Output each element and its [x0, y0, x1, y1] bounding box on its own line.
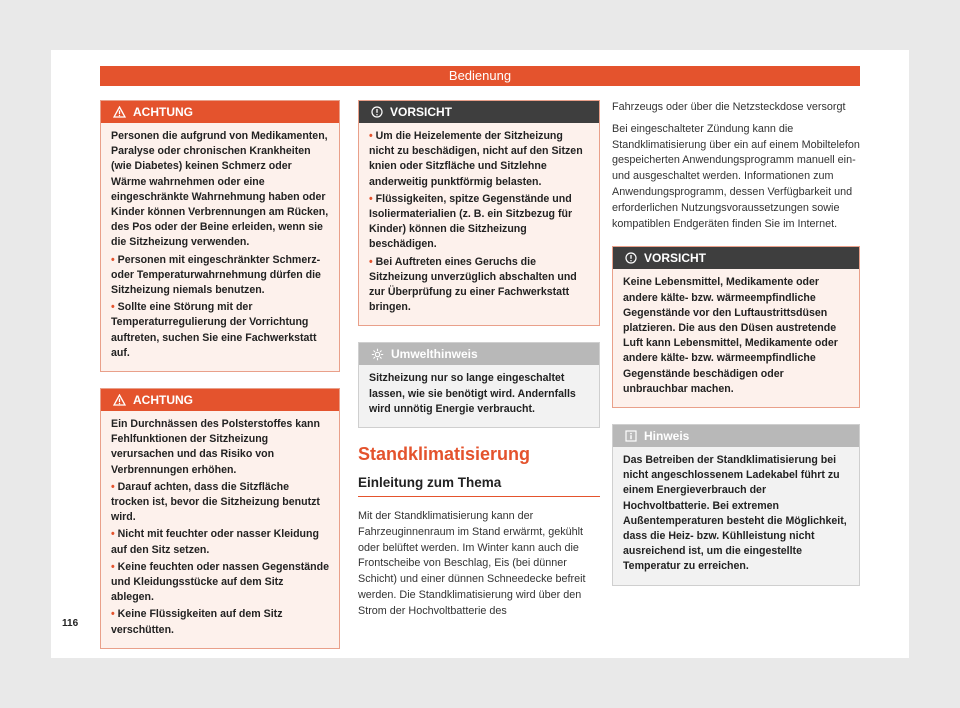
- body-paragraph: Fahrzeugs oder über die Netzsteckdose versorgt: [612, 101, 846, 113]
- caution-box-1-header: [359, 101, 599, 123]
- warning-box-2-bullet: • Keine feuchten oder nassen Gegenstände und Kleidungsstücke auf dem Sitz ablegen.: [111, 560, 329, 606]
- warning-box-2-bullet: • Darauf achten, dass die Sitzfläche trocken ist, bevor die Sitzheizung benutzt wird.: [111, 480, 329, 526]
- environment-icon: [371, 348, 384, 361]
- caution-box-2-title: VORSICHT: [644, 251, 707, 266]
- caution-box-2-header: [613, 247, 859, 269]
- environment-note-header: [359, 343, 599, 365]
- warning-box-2: [100, 388, 340, 649]
- caution-box-1-bullet: • Bei Auftreten eines Geruchs die Sitzheizung unverzüglich abschalten und zur Überprüfung zu einer Fachwerkstatt bringen.: [369, 255, 589, 316]
- caution-box-2: [612, 246, 860, 408]
- environment-note-text: Sitzheizung nur so lange eingeschaltet lassen, wie sie benötigt wird. Andernfalls wird unnötig Energie verbraucht.: [369, 372, 576, 415]
- info-note-text: Das Betreiben der Standklimatisierung bei nicht angeschlossenem Ladekabel führt zu einem Energieverbrauch der Hochvoltbatterie. Bei extremen Außentemperaturen besteht die Möglichkeit, dass die Heiz- bzw. Kühlleistung nicht ausreichend ist, um die eingestellte Temperatur zu erreichen.: [623, 454, 847, 573]
- warning-box-1-title: ACHTUNG: [133, 105, 193, 119]
- caution-box-1-bullet: • Flüssigkeiten, spitze Gegenstände und Isoliermaterialien (z. B. ein Sitzbezug für Kinder) können die Sitzheizung beschädigen.: [369, 192, 589, 253]
- caution-icon: [625, 252, 637, 264]
- section-header: Bedienung: [100, 66, 860, 86]
- warning-box-2-bullet: • Nicht mit feuchter oder nasser Kleidung auf den Sitz setzen.: [111, 527, 329, 557]
- warning-box-1-bullet: • Personen mit eingeschränkter Schmerz- oder Temperaturwahrnehmung dürfen die Sitzheizung niemals benutzen.: [111, 253, 329, 299]
- caution-box-2-text: Keine Lebensmittel, Medikamente oder andere kälte- bzw. wärmeempfindliche Gegenstände vor den Luftaustrittsdüsen platzieren. Die aus den Düsen austretende Luft kann Lebensmittel, Medikamente oder andere kälte- bzw. wärmeempfindliche Gegenstände beschädigen oder unbrauchbar machen.: [623, 276, 838, 395]
- page-number: 116: [62, 618, 79, 629]
- warning-icon: [113, 394, 126, 406]
- warning-box-1-header: [101, 101, 339, 123]
- caution-icon: [371, 106, 383, 118]
- caution-box-1: [358, 100, 600, 326]
- section-subtitle: Einleitung zum Thema: [358, 475, 600, 497]
- info-icon: [625, 430, 637, 442]
- caution-box-1-bullet: • Um die Heizelemente der Sitzheizung nicht zu beschädigen, nicht auf den Sitzen knien oder Sitzfläche und Sitzlehne anderweitig punktförmig belasten.: [369, 129, 589, 190]
- environment-note-title: Umwelthinweis: [391, 347, 478, 362]
- info-note-title: Hinweis: [644, 429, 690, 443]
- column-left: [100, 100, 340, 665]
- column-right: [612, 100, 860, 602]
- caution-box-1-title: VORSICHT: [390, 105, 453, 119]
- warning-box-2-bullet: • Keine Flüssigkeiten auf dem Sitz verschütten.: [111, 607, 329, 637]
- environment-note-box: [358, 342, 600, 428]
- warning-icon: [113, 106, 126, 118]
- warning-box-1: [100, 100, 340, 372]
- warning-box-2-intro: Ein Durchnässen des Polsterstoffes kann Fehlfunktionen der Sitzheizung verursachen und das Risiko von Verbrennungen erhöhen.: [111, 418, 320, 476]
- info-note-box: [612, 424, 860, 586]
- column-middle: [358, 100, 600, 626]
- body-paragraph: Bei eingeschalteter Zündung kann die Standklimatisierung über ein auf einem Mobiltelefon gespeicherten Anwendungsprogramm manuell ein- und ausgeschaltet werden. Informationen zum Anwendungsprogramm, dessen Verfügbarkeit und erforderlichen Nutzungsvoraussetzungen sowie kompatiblen Endgeräten finden Sie im Internet.: [612, 122, 860, 230]
- body-paragraph: Mit der Standklimatisierung kann der Fahrzeuginnenraum im Stand erwärmt, gekühlt oder belüftet werden. Im Winter kann auch die Frontscheibe von Beschlag, Eis (bei dünner Schicht) und einer dünnen Schneedecke befreit werden. Die Standklimatisierung wird über den Strom der Hochvoltbatterie des: [358, 510, 586, 617]
- section-title: Standklimatisierung: [358, 444, 531, 465]
- warning-box-1-intro: Personen die aufgrund von Medikamenten, Paralyse oder chronischen Krankheiten (wie Diabetes) keinen Schmerz oder Wärme wahrnehmen oder eine eingeschränkte Wahrnehmung haben oder Kinder können Verbrennungen am Rücken, des Pos oder der Beine erleiden, wenn sie die Sitzheizung verwenden.: [111, 130, 329, 249]
- warning-box-2-header: [101, 389, 339, 411]
- info-note-header: [613, 425, 859, 447]
- warning-box-2-title: ACHTUNG: [133, 393, 193, 408]
- warning-box-1-bullet: • Sollte eine Störung mit der Temperaturregulierung der Vorrichtung auftreten, suchen Sie eine Fachwerkstatt auf.: [111, 300, 329, 361]
